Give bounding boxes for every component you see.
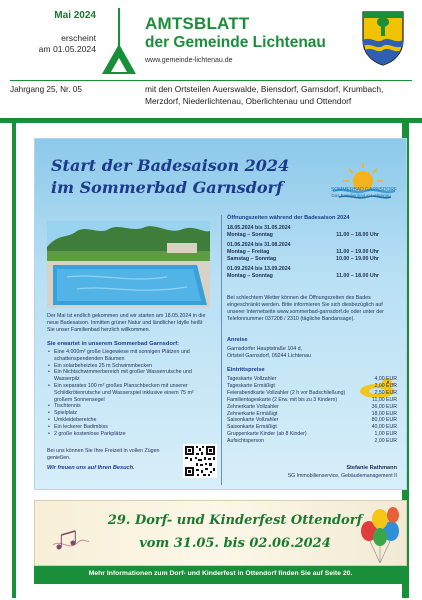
newsletter-title: AMTSBLATT (145, 14, 250, 33)
hours-row (227, 256, 397, 263)
prices-heading: Eintrittspreise (227, 367, 265, 373)
price-label: Saisonkarte Vollzahler (227, 417, 279, 424)
festival-info-text: Mehr Informationen zum Dorf- und Kinderfest in Ottendorf finden Sie auf Seite 20. (88, 570, 353, 577)
hours-days: Samstag – Sonntag (227, 256, 277, 262)
issue-month: Mai 2024 (54, 10, 96, 21)
list-item: • Umkleidebereiche (47, 417, 213, 424)
opening-hours (227, 215, 397, 280)
price-row (227, 417, 397, 424)
issued-line2: am 01.05.2024 (38, 44, 96, 54)
list-item: • Tischtennis (47, 403, 213, 410)
signature-name: Stefanie Rathmann (346, 465, 397, 471)
issue-number: Jahrgang 25, Nr. 05 (10, 85, 82, 94)
green-frame-left (12, 118, 16, 598)
price-value: 80,00 EUR (371, 417, 397, 424)
festival-info-bar (34, 566, 407, 584)
price-value: 1,00 EUR (374, 431, 397, 438)
village-festival-banner (34, 500, 407, 566)
list-item: • Spielplatz (47, 410, 213, 417)
hours-period: 18.05.2024 bis 31.05.2024 (227, 225, 291, 231)
price-row (227, 404, 397, 411)
weather-note: Bei schlechtem Wetter können die Öffnungszeiten des Bades eingeschränkt werden. Bitte informieren Sie sich diesbezüglich auf unserer Internetseite www.sommerbad-garnsdorf.de oder unter der Telefonnummer 037208 / 2310 (tägliche Bandansage). (227, 295, 384, 322)
pool-intro-text: Der Mai ist endlich gekommen und wir starten am 18.05.2024 in die neue Badesaison. Inmitten grüner Natur und ländlicher Idylle heißt Sie unser Familienbad herzlich willkommen. (47, 313, 206, 333)
price-label: Gruppenkarte Kinder (ab 8 Kinder) (227, 431, 307, 438)
pool-logo-name: SOMMERBAD GARNSDORF (330, 187, 398, 193)
price-value: 36,00 EUR (371, 403, 397, 410)
issued-line1: erscheint (61, 33, 96, 43)
price-label: Familientageskarte (2 Erw. mit bis zu 3 Kindern) (227, 396, 338, 403)
hours-time: 11.00 – 18.00 Uhr (336, 273, 379, 279)
arrival-heading: Anreise (227, 337, 248, 343)
pool-ad-title-line1: Start der Badesaison 2024 (51, 156, 290, 175)
festival-title: 29. Dorf- und Kinderfest Ottendorf (107, 513, 363, 528)
pool-outro-text: Bei uns können Sie Ihre Freizeit in vollen Zügen genießen. (47, 448, 160, 461)
list-item: • 2 große kostenlose Parkplätze (47, 431, 213, 438)
pool-logo-tagline: Das Familienbad in Lichtenau (331, 193, 391, 198)
list-item: • Ein solarbeheiztes 25 m Schwimmbecken (47, 363, 213, 370)
list-item: • Ein separates 100 m² großes Planschbecken mit unserer Schildkrötenrutsche und Wasserspiel inklusive einem 75 m² großem Sonnensegel (47, 383, 213, 403)
pool-photo (47, 221, 210, 308)
pool-ad-title (51, 155, 311, 199)
price-row (227, 431, 397, 438)
hours-heading: Öffnungszeiten während der Badesaison 2024 (227, 215, 350, 221)
balloons-icon (357, 505, 403, 563)
price-label: Tageskarte Vollzahler (227, 376, 277, 382)
hours-row (227, 232, 397, 239)
price-row (227, 411, 397, 418)
price-label: Zehnerkarte Vollzahler (227, 403, 279, 410)
pool-features-heading: Sie erwartet in unserem Sommerbad Garnsdorf: (47, 341, 180, 347)
pool-welcome-text: Wir freuen uns auf Ihren Besuch. (47, 465, 135, 471)
price-row (227, 383, 397, 390)
website-link[interactable]: www.gemeinde-lichtenau.de (145, 57, 233, 64)
header-meta (10, 10, 96, 55)
pool-ad-title-line2: im Sommerbad Garnsdorf (51, 178, 283, 197)
header-rule (10, 80, 412, 81)
list-item: • Ein Nichtschwimmerbereich mit großer Wasserrutsche und Wasserpilz (47, 369, 213, 383)
price-label: Feierabendkarte Vollzahler (2 h vor Badschließung) (227, 389, 346, 396)
hours-days: Montag – Sonntag (227, 232, 273, 238)
price-value: 2,50 EUR (374, 389, 397, 396)
price-row (227, 376, 397, 383)
music-notes-icon (51, 521, 91, 555)
arrival-info (227, 337, 347, 360)
hours-time: 11.00 – 18.00 Uhr (336, 232, 379, 238)
hours-time: 10.00 – 19.00 Uhr (336, 256, 379, 262)
festival-dates: vom 31.05. bis 02.06.2024 (139, 536, 331, 551)
column-divider (221, 215, 222, 485)
list-item: • Ein leckerer Badimbiss (47, 424, 213, 431)
price-row (227, 390, 397, 397)
hours-days: Montag – Freitag (227, 249, 270, 255)
price-row (227, 438, 397, 445)
hours-days: Montag – Sonntag (227, 273, 273, 279)
price-row (227, 424, 397, 431)
price-label: Zehnerkarte Ermäßigt (227, 410, 278, 417)
prices-section (227, 367, 397, 445)
signature-role: SG Immobilienservice, Gebäudemanagement II (287, 473, 397, 479)
arrival-town: Ortsteil Garnsdorf, 09244 Lichtenau (227, 353, 311, 359)
hours-row (227, 273, 397, 280)
hours-time: 11.00 – 19.00 Uhr (336, 249, 379, 255)
hours-period: 01.09.2024 bis 13.09.2024 (227, 266, 291, 272)
price-value: 4,00 EUR (374, 376, 397, 382)
price-value: 2,00 EUR (374, 438, 397, 445)
list-item: • Eine 4.000m² große Liegewiese mit sonnigen Plätzen und schattenspendenden Bäumen (47, 349, 213, 363)
price-label: Tageskarte Ermäßigt (227, 382, 275, 389)
logo-triangle-inner (111, 58, 127, 72)
districts-text: mit den Ortsteilen Auerswalde, Biensdorf, Garnsdorf, Krumbach, Merzdorf, Niederlichtenau, Oberlichtenau und Ottendorf (145, 84, 384, 106)
hours-row (227, 249, 397, 256)
pool-features-list (47, 349, 213, 437)
qr-code-icon[interactable] (183, 444, 217, 478)
price-label: Aufsichtsperson (227, 438, 264, 445)
price-label: Saisonkarte Ermäßigt (227, 424, 277, 431)
green-frame-top (0, 118, 422, 123)
price-value: 2,00 EUR (374, 382, 397, 389)
price-row (227, 397, 397, 404)
pool-season-ad (34, 138, 407, 490)
coat-of-arms-icon (361, 10, 405, 66)
newsletter-subtitle: der Gemeinde Lichtenau (145, 34, 326, 51)
arrival-street: Garnsdorfer Hauptstraße 104 d, (227, 346, 303, 352)
price-value: 18,00 EUR (371, 410, 397, 417)
price-value: 40,00 EUR (371, 424, 397, 431)
price-value: 11,00 EUR (372, 396, 397, 403)
hours-period: 01.06.2024 bis 31.08.2024 (227, 242, 291, 248)
issue-date-label (10, 33, 96, 55)
